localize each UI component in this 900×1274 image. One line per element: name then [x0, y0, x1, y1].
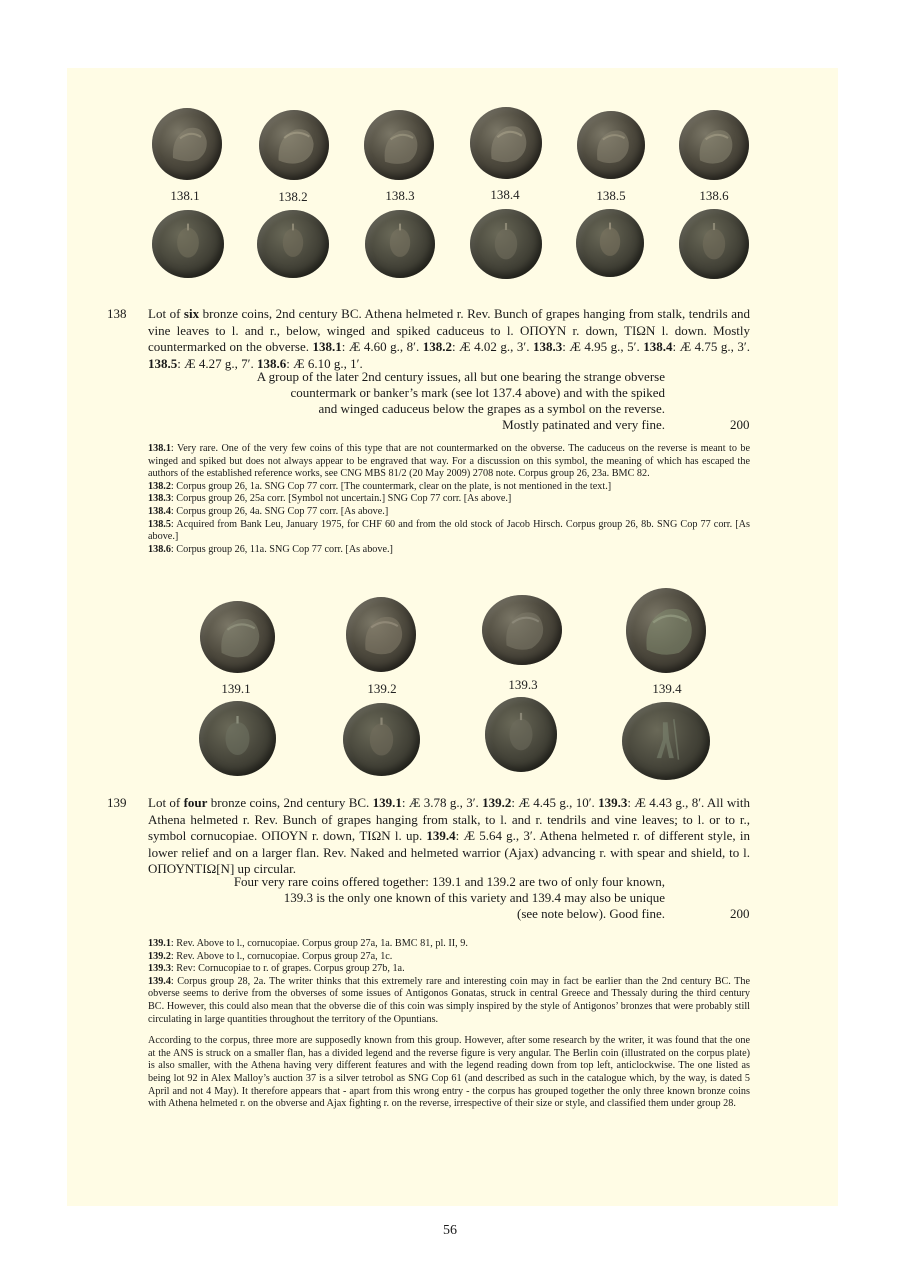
desc-bold: 138.4 [643, 339, 673, 354]
lot-notes [148, 938, 750, 1111]
coin-139-1-obverse [200, 601, 275, 673]
coin-139-2-obverse [346, 597, 416, 672]
coin-138-3-reverse [365, 210, 435, 278]
coin-138-4-obverse [470, 107, 542, 179]
desc-text: : Æ 4.95 g., 5′. [562, 339, 644, 354]
lot-description [148, 306, 750, 372]
desc-bold: 138.2 [422, 339, 453, 354]
coin-139-3-obverse [482, 595, 562, 665]
desc-text: : Æ 3.78 g., 3′. [401, 795, 483, 810]
desc-text: Lot of [148, 306, 184, 321]
desc-bold: 139.1 [372, 795, 402, 810]
desc-text: : Æ 4.45 g., 10′. [511, 795, 599, 810]
coin-139-3-reverse [485, 697, 557, 772]
page-number: 56 [443, 1223, 457, 1238]
note-ref: 138.3 [148, 493, 171, 505]
note-paragraph-final: According to the corpus, three more are supposedly known from this group. However, after some research by the writer, it was found that the one at the ANS is struck on a smaller flan, has a divided legend and the reverse figure is very angular. The Berlin coin (illustrated on the corpus plate) is also smaller, with the Athena having very different features and with the legend reading down from top left, anticlockwise. The one listed as being lot 92 in Alex Malloy’s auction 37 is a silver tetrobol as SNG Cop 61 (and described as such in the catalogue which, by the way, is dated 5 April and not 4 May). It therefore appears that - apart from this wrong entry - the corpus has grouped together the only three known bronze coins with Athena helmeted r. on the obverse and Ajax fighting r. on the reverse, irrespective of their size or style, and classified them under group 28. [148, 1035, 750, 1110]
note-ref: 138.2 [148, 480, 171, 492]
lot-estimate: 200 [730, 417, 750, 432]
coin-138-2-reverse [257, 210, 329, 278]
lot-comment-line: and winged caduceus below the grapes as a symbol on the reverse. [318, 401, 665, 416]
note-ref: 139.2 [148, 950, 171, 962]
lot-notes [148, 443, 750, 556]
coin-label: 138.1 [170, 188, 200, 203]
desc-bold: 138.3 [533, 339, 563, 354]
desc-text: : Æ 4.43 g., 8′. All with Athena helmeted r. Rev. Bunch of grapes hanging from stalk, to l. and r. tendrils and vine leaves; to l. or to r., symbol cornucopiae. ΟΠΟΥΝ r. down, ΤΙΩΝ l. up. [148, 795, 750, 843]
note-paragraph [148, 493, 750, 506]
coin-139-4-obverse [626, 588, 706, 673]
note-ref: 138.4 [148, 505, 171, 517]
note-paragraph [148, 963, 750, 976]
lot-number: 138 [107, 306, 127, 321]
lot-comment-line: Four very rare coins offered together: 139.1 and 139.2 are two of only four known, [233, 874, 665, 889]
coin-label: 139.3 [508, 677, 538, 692]
note-paragraph [148, 544, 750, 557]
coin-label: 138.2 [278, 189, 308, 204]
coin-138-5-reverse [576, 209, 644, 277]
desc-text: : Æ 4.02 g., 3′. [452, 339, 534, 354]
note-paragraph [148, 976, 750, 1026]
lot-description [148, 795, 750, 878]
coin-label: 138.6 [699, 188, 729, 203]
desc-bold: 138.6 [257, 355, 287, 371]
coin-label: 138.5 [596, 188, 626, 203]
coin-138-3-obverse [364, 110, 434, 180]
coin-label: 138.4 [490, 187, 520, 202]
desc-bold: 139.3 [598, 795, 628, 810]
desc-bold: four [183, 795, 208, 810]
desc-bold: 139.4 [426, 828, 456, 843]
desc-bold: 138.5 [148, 355, 178, 371]
note-text: : Corpus group 26, 1a. SNG Cop 77 corr. [The countermark, clear on the plate, is not mentioned in the text.] [170, 480, 612, 492]
note-text: : Corpus group 26, 4a. SNG Cop 77 corr. [As above.] [170, 505, 389, 517]
coin-138-1-obverse [152, 108, 222, 180]
desc-text: bronze coins, 2nd century BC. [207, 795, 373, 810]
coin-138-4-reverse [470, 209, 542, 279]
desc-text: Lot of [148, 795, 184, 810]
note-text: : Rev. Above to l., cornucopiae. Corpus group 27a, 1a. BMC 81, pl. II, 9. [170, 938, 468, 949]
note-ref: 138.1 [148, 443, 171, 454]
lot-number: 139 [107, 795, 127, 810]
note-ref: 138.5 [148, 518, 171, 530]
note-paragraph [148, 481, 750, 494]
lot-comment-line: Mostly patinated and very fine. [502, 417, 665, 432]
coin-label: 139.2 [367, 681, 397, 696]
desc-bold: 139.2 [482, 795, 512, 810]
note-text: : Very rare. One of the very few coins of this type that are not countermarked on the obverse. The caduceus on the reverse is meant to be winged and spiked but does not always appear to be engraved that way. For a discussion on this symbol, the meaning of which has escaped the authors of the established reference works, see CNG MBS 81/2 (20 May 2009) 2708 note. Corpus group 26, 23a. BMC 82. [148, 443, 750, 480]
coin-label: 138.3 [385, 188, 415, 203]
note-paragraph [148, 506, 750, 519]
desc-bold: 138.1 [312, 339, 342, 354]
note-ref: 139.4 [148, 975, 171, 987]
coin-label: 139.4 [652, 681, 682, 696]
coin-label: 139.1 [221, 681, 251, 696]
lot-comment-line: 139.3 is the only one known of this variety and 139.4 may also be unique [283, 890, 665, 905]
lot-comment-line: (see note below). Good fine. [516, 906, 665, 921]
desc-text: : Æ 4.75 g., 3′. [672, 339, 751, 354]
note-ref: 139.1 [148, 938, 171, 949]
coin-138-6-reverse [679, 209, 749, 279]
note-text: : Corpus group 26, 11a. SNG Cop 77 corr. [As above.] [170, 543, 393, 555]
desc-text: : Æ 5.64 g., 3′. Athena helmeted r. of different style, in lower relief and on a larger flan. Rev. Naked and helmeted warrior (Ajax) advancing r. with spear and shield, to l. ΟΠΟΥΝΤΙΩ[Ν] up circular. [148, 828, 750, 876]
coin-139-4-reverse [622, 702, 710, 780]
desc-text: : Æ 4.60 g., 8′. [341, 339, 423, 354]
note-ref: 139.3 [148, 963, 171, 975]
note-text: : Corpus group 26, 25a corr. [Symbol not uncertain.] SNG Cop 77 corr. [As above.] [170, 493, 512, 505]
note-paragraph [148, 951, 750, 964]
desc-text: bronze coins, 2nd century BC. Athena helmeted r. Rev. Bunch of grapes hanging from stalk, tendrils and vine leaves to l. and r., below, winged and spiked caduceus to l. ΟΠΟΥΝ r. down, ΤΙΩΝ l. down. Mostly countermarked on the obverse. [148, 306, 750, 354]
coin-138-2-obverse [259, 110, 329, 180]
note-ref: 138.6 [148, 543, 171, 555]
note-text: : Corpus group 28, 2a. The writer thinks that this extremely rare and interesting coin may in fact be earlier than the 2nd century BC. The obverse seems to derive from the obverses of some issues of Antigonos Gonatas, struck in central Greece and Thessaly during the third century BC. However, this could also mean that the obverse die of this coin was simply inspired by the style of Antigonos’ bronzes that were probably still circulating in large quantities throughout the territory of the Opuntians. [148, 975, 750, 1025]
note-paragraph [148, 443, 750, 481]
lot-estimate: 200 [730, 906, 750, 921]
desc-text: : Æ 6.10 g., 1′. [286, 355, 363, 371]
coin-138-5-obverse [577, 111, 645, 179]
note-text: : Acquired from Bank Leu, January 1975, for CHF 60 and from the old stock of Jacob Hirsch. Corpus group 26, 8b. SNG Cop 77 corr. [As above.] [148, 518, 750, 543]
desc-text: : Æ 4.27 g., 7′. [177, 355, 258, 371]
coin-138-1-reverse [152, 210, 224, 278]
lot-comment-line: A group of the later 2nd century issues, all but one bearing the strange obverse [256, 369, 665, 384]
note-paragraph [148, 519, 750, 544]
note-paragraph [148, 938, 750, 951]
lot-comment-line: countermark or banker’s mark (see lot 137.4 above) and with the spiked [290, 385, 665, 400]
coin-138-6-obverse [679, 110, 749, 180]
coin-139-1-reverse [199, 701, 276, 776]
note-text: : Rev. Above to l., cornucopiae. Corpus group 27a, 1c. [170, 950, 393, 962]
desc-bold: six [183, 306, 200, 321]
coin-139-2-reverse [343, 703, 420, 776]
note-text: : Rev: Cornucopiae to r. of grapes. Corpus group 27b, 1a. [170, 963, 405, 975]
